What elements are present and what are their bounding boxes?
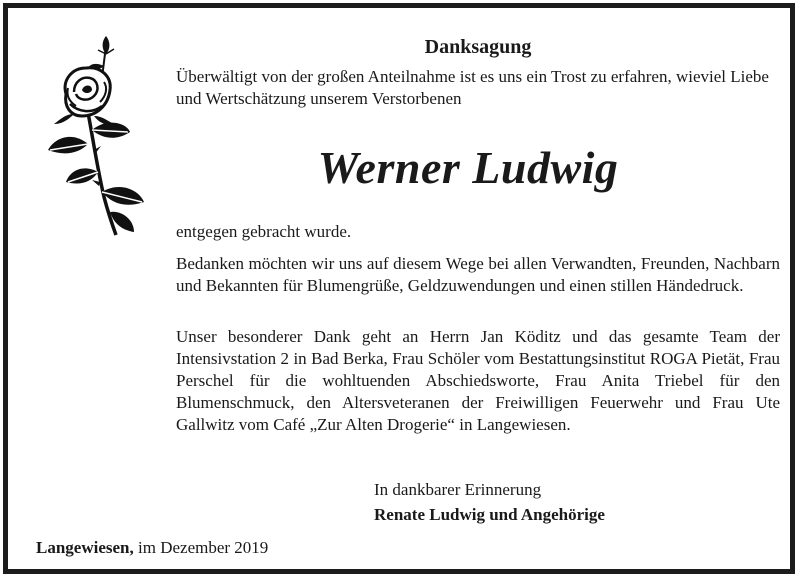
place-and-date bbox=[36, 537, 268, 559]
intro-paragraph: Überwältigt von der großen Anteilnahme ist es uns ein Trost zu erfahren, wieviel Liebe und Wertschätzung unserem Verstorbenen bbox=[176, 67, 769, 108]
special-thanks-paragraph: Unser besonderer Dank geht an Herrn Jan Köditz und das gesamte Team der Intensivstation 2 in Bad Berka, Frau Schöler vom Bestattungsinstitut ROGA Pietät, Frau Perschel für die wohltuenden Abschiedsworte, Frau Anita Triebel für den Blumenschmuck, den Altersveteranen der Freiwilligen Feuerwehr und Frau Ute Gallwitz vom Café „Zur Alten Drogerie“ in Langewiesen. bbox=[176, 327, 780, 434]
obituary-notice bbox=[3, 3, 795, 574]
date: im Dezember 2019 bbox=[138, 538, 269, 557]
after-name-line: entgegen gebracht wurde. bbox=[176, 222, 352, 241]
notice-heading: Danksagung bbox=[424, 36, 532, 58]
rose-icon bbox=[26, 32, 156, 237]
thanks-paragraph: Bedanken möchten wir uns auf diesem Wege bei allen Verwandten, Freunden, Nachbarn und Bekannten für Blumengrüße, Geldzuwendungen und einen stillen Händedruck. bbox=[176, 254, 780, 295]
closing-line: In dankbarer Erinnerung bbox=[374, 480, 542, 499]
signatories: Renate Ludwig und Angehörige bbox=[374, 505, 605, 524]
deceased-name: Werner Ludwig bbox=[317, 142, 619, 193]
place: Langewiesen, bbox=[36, 538, 134, 557]
